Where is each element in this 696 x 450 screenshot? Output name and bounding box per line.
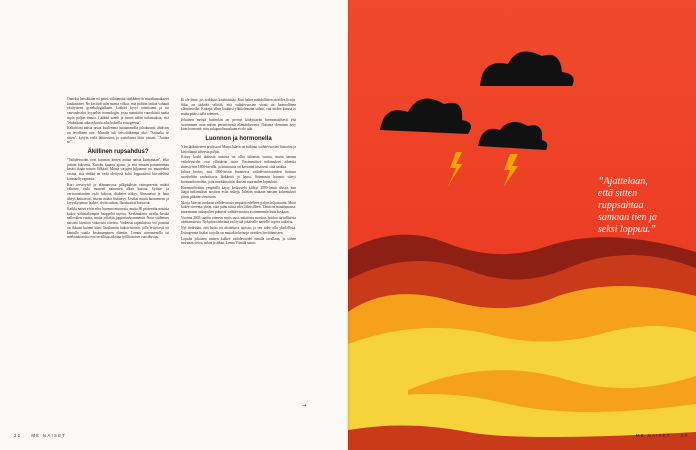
body-paragraph: Vuonna 2003 saatiin viimein myös uusi, mitattava suositus hoidon turvallisesta aloittamisesta. Nykyään tärkeintä on löytää jokaiselle naiselle sopiva ratkaisu. bbox=[181, 215, 296, 225]
body-paragraph: Ei ole ihme, jos erakkuus kauhistuttaa. Kun hakee mahdollisten oireiden listoja. Siksi on tärkeää selittää, että vaihdevuosien vienti on luonnollinen elämänvaihe. Kukapa vihin kuuluisi yläittelemään siihen, että niiden kanssa ei muka pitäisi tulla toimeen. bbox=[181, 98, 296, 117]
page-number-right: 23 bbox=[680, 433, 689, 438]
body-paragraph: Yleislääketieteen professori Marja Jalava on tutkinut vaihdevuosien historiaa ja kirjoittanut aiheesta paljon. bbox=[181, 144, 296, 154]
body-paragraph: Kuri terveryisä ja elämamyssa pilkpituksin estrogeeenin määrä vähenee, riuki monesti nainosten alkaa kasvaa. Syöäte- ja verisuonitautien riski kohoaa, diabetes näkyy, lihasmassa ja luun tiheys kattoisvat, rasvan määrä lisääntyy. Lisäksi miniä huomeneen ja kryyskytymuo laakee, oivän saikan, Ihoaksaivat kuivuvat. bbox=[67, 182, 169, 206]
gutter-shadow bbox=[346, 0, 350, 450]
body-paragraph: Kiiruy koski ikäisistä naisista on ollut tuhansia vuosia, mutta sanana vaihdevuodet ovat yllättävän tuore. Ensimmäiset tutkimukset aiheesta ilmestyivät 1800-luvulla, ja kiinnostus on kasvanut tasaisesti siitä saakka. bbox=[181, 155, 296, 169]
body-paragraph: "Vaihdevuodet ovat kuomon kerien auttaa naisia kaatumaan", eikö juttuin kaksenit. Kutoku kuuntu ajatus, ja että ennaan paraamuman kesäsi ikään naisen flilkkaä. Muuta sarjojen hiljaanna voi muutenkin vastua, että sinkkä on vedä olettyssä kohti loppuaiässä kiivodeliisä kosmaeltyvapeasta. bbox=[67, 158, 169, 181]
subheading-luonnon-ja-hormonella: Luonnon ja hormonella bbox=[205, 135, 272, 142]
body-paragraph: Kaikki naiset eivät edes huomaa muutosta, mutta 80 prosenttia naisista kokee vähintäkympin haappeltä oireita. Keskimäärin oireilu kestää nellevälen vuotta, mutta jollakin joppuriavkymmentä. Noin viidennes naisista kärsiiön vakavista oireista. Vaikeissi tapauksissa voi puuttua on ikkuan kuinen kärsi lässilumiin kaksivistoista, jolla erityisesti on kantulla vaatla kesänumpinen elämiin. Lemuu uuvomenella tai mielaaukseoita ovat tavallisia aikoina työllisisoiset vuosikuvan. bbox=[67, 207, 169, 240]
body-paragraph: Nyt tiedetään, että hoito on aloitettava ajoissa, ja sen tulee olla yksilöllistä. Estrogeenin lisäksi tarjolla on muitakin keinoja oireiden lievittämiseen. bbox=[181, 226, 296, 235]
column-1-intro bbox=[67, 97, 169, 145]
folio-left bbox=[14, 433, 66, 438]
body-paragraph: Jokainen meistä kuitenkin on perinyt kätkyttävän hormonaalisesti yhä suurimman osan naisen perinteisestä elämänkuvasta. Naisena oleminen myy kuin hormonit, niin sukupuolisuuskaan ei ole tuki. bbox=[181, 117, 296, 132]
body-paragraph: Lopulta jokainen nainen kulkee vaihdevuodet omalla tavallaan, ja siihen tarvitaan tietoa, tukea ja aikaa, Leena Väisälä sanoo. bbox=[181, 236, 296, 246]
end-arrow-icon: → bbox=[302, 403, 307, 409]
column-2-body bbox=[181, 145, 296, 246]
body-paragraph: Kaltaisiani naisia ravaa kuulemma tuutaanmolla joltakuunti: ahdistus on tavallinen oire. Minulle tuli toivoltukaanpi oko. "Sattaako se sitten", kysyin vielä lähtiessäni, ja vastohtava lääri vastasi: "Auttaa se". bbox=[67, 126, 169, 145]
folio-right bbox=[636, 433, 688, 438]
body-paragraph: Onneksi hetsikkaan nä paitsi välitämättä sääkkämyös muodinmukaiset kuukautiset. Ne kestivät niin monta vilkoa, että pidätin laittaa vahanit yksityiseen gynekologiaikaan. Lääkäri kysyi voimistani ja sai vauvaukseksi kyynelset nounologin, jossa mainittiin vuorokäsiä tuutta myös paljon muuta. Lääkäri saneli ja ennen näkin tutkimuksia, että "ehdotkaan aikaan koulu aika kokeilla estrogeenia". bbox=[67, 97, 169, 125]
article-column-2 bbox=[181, 98, 296, 247]
article-column-1 bbox=[67, 97, 169, 241]
section-name-left: ME NAISET bbox=[31, 433, 67, 438]
pull-quote: ”Ajattelaan, että sitten ruppsahtaa samaan tien ja seksi loppuu.” bbox=[598, 176, 657, 235]
column-1-body bbox=[67, 158, 169, 240]
page-number-left: 22 bbox=[14, 433, 22, 438]
body-paragraph: Jalava kertoo, että 1960-luvun Suomessa vaihdevuosioireiden hoitoon suositeltiin rauhoittavia lääkkeitä ja lepoa. Sittemmin huomio siirtyi hormonihoitoihin, joita markkinoitiin ikuisen nuoruuden lupauksin. bbox=[181, 170, 296, 184]
subheading-akillinen-rupsahdus: Äkillinen rupsahdus? bbox=[87, 149, 149, 156]
body-paragraph: Marja Jalavan mukaan vaihdevuosia ympäröi edelleen paljon hiljaisuutta. Moni kokee oireensa yksin, eikä puhu niistä edes läheisilleen. Tämä on muuttumassa: nuoremmat sukupolvet puhuvat vaihdevuosista avoimemmin kuin koskaan. bbox=[181, 200, 296, 215]
body-paragraph: Hormonihoidon ympärillä käyty keskustelu kiihtyi 2000-luvun alussa, kun laajat tutkimukset nostivat esiin riskejä. Jalavan mukaan naisten kokemukset jäivät pitkään sivuosaan. bbox=[181, 185, 296, 199]
section-name-right: ME NAISET bbox=[636, 433, 671, 438]
column-2-intro bbox=[181, 98, 296, 132]
